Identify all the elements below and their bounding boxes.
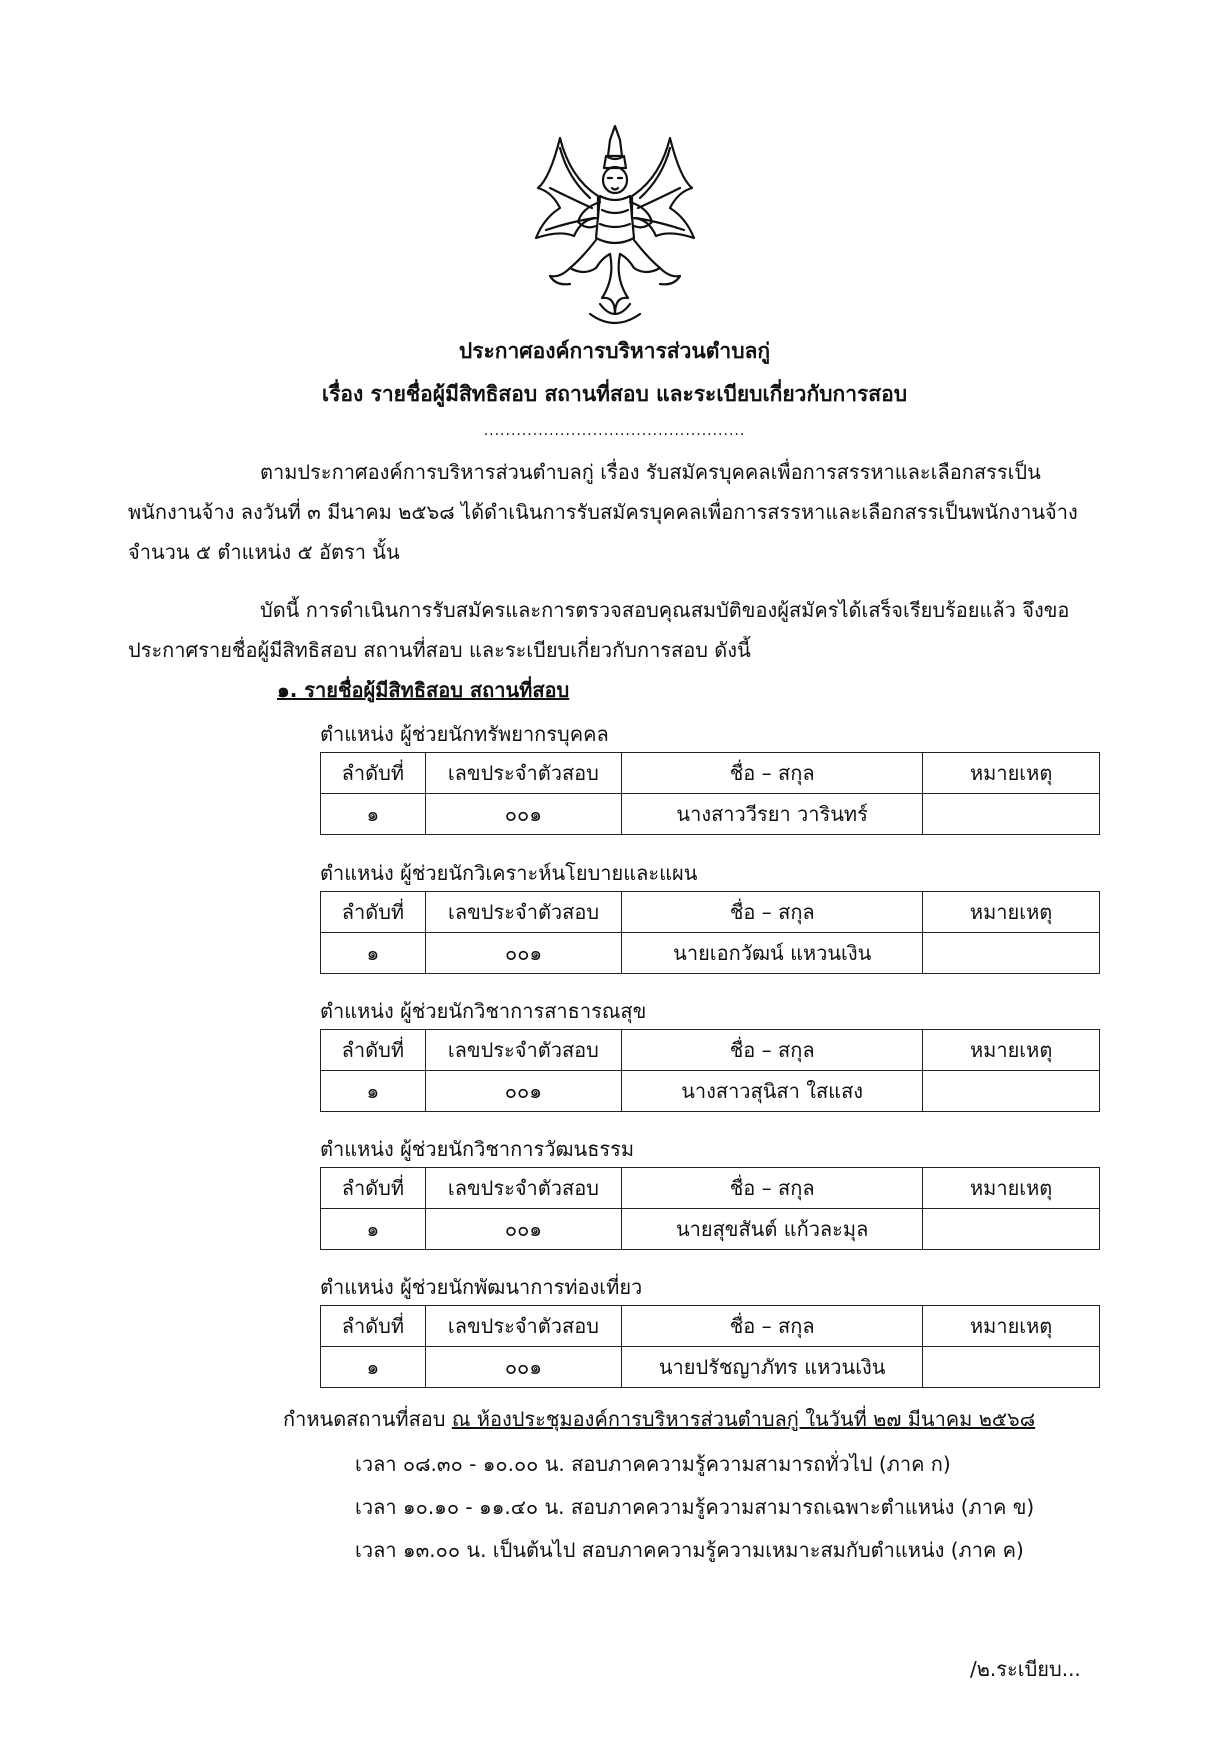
cell-name: นายปรัชญาภัทร แหวนเงิน bbox=[622, 1347, 923, 1388]
cell-remark bbox=[923, 1209, 1100, 1250]
schedule-item: เวลา ๑๓.๐๐ น. เป็นต้นไป สอบภาคความรู้ความเหมาะสมกับตำแหน่ง (ภาค ค) bbox=[355, 1538, 1024, 1562]
position-title: ตำแหน่ง ผู้ช่วยนักพัฒนาการท่องเที่ยว bbox=[320, 1275, 643, 1299]
header-remark: หมายเหตุ bbox=[923, 1168, 1100, 1209]
header-name: ชื่อ – สกุล bbox=[621, 753, 922, 794]
cell-exam-id: ๐๐๑ bbox=[425, 1071, 621, 1112]
table-row bbox=[321, 1347, 1100, 1388]
cell-order: ๑ bbox=[321, 1071, 426, 1112]
position-title: ตำแหน่ง ผู้ช่วยนักวิชาการสาธารณสุข bbox=[320, 999, 647, 1023]
cell-remark bbox=[923, 933, 1100, 974]
cell-exam-id: ๐๐๑ bbox=[425, 794, 621, 835]
table-row bbox=[321, 1209, 1100, 1250]
table-header-row bbox=[321, 753, 1100, 794]
candidate-table bbox=[320, 891, 1100, 974]
cell-exam-id: ๐๐๑ bbox=[425, 1209, 621, 1250]
cell-remark bbox=[923, 1071, 1100, 1112]
cell-order: ๑ bbox=[321, 1347, 426, 1388]
position-section bbox=[320, 1131, 1100, 1250]
intro-paragraph: ตามประกาศองค์การบริหารส่วนตำบลกู่ เรื่อง รับสมัครบุคคลเพื่อการสรรหาและเลือกสรรเป็นพนักงานจ้าง ลงวันที่ ๓ มีนาคม ๒๕๖๘ ได้ดำเนินการรับสมัครบุคคลเพื่อการสรรหาและเลือกสรรเป็นพนักงานจ้าง จำนวน ๕ ตำแหน่ง ๕ อัตรา นั้น bbox=[128, 460, 1078, 564]
table-row bbox=[321, 933, 1100, 974]
cell-exam-id: ๐๐๑ bbox=[425, 933, 622, 974]
candidate-table bbox=[320, 1305, 1100, 1388]
header-name: ชื่อ – สกุล bbox=[622, 1168, 923, 1209]
header-exam-id: เลขประจำตัวสอบ bbox=[425, 753, 621, 794]
cell-remark bbox=[923, 794, 1100, 835]
cell-name: นายเอกวัฒน์ แหวนเงิน bbox=[622, 933, 923, 974]
position-title: ตำแหน่ง ผู้ช่วยนักวิเคราะห์นโยบายและแผน bbox=[320, 861, 698, 885]
header-remark: หมายเหตุ bbox=[923, 1030, 1100, 1071]
cell-name: นางสาวสุนิสา ใสแสง bbox=[621, 1071, 922, 1112]
header-name: ชื่อ – สกุล bbox=[622, 1306, 923, 1347]
header-exam-id: เลขประจำตัวสอบ bbox=[425, 1168, 621, 1209]
header-remark: หมายเหตุ bbox=[923, 1306, 1100, 1347]
table-row bbox=[321, 1071, 1100, 1112]
section-heading: ๑. รายชื่อผู้มีสิทธิสอบ สถานที่สอบ bbox=[277, 678, 570, 702]
table-header-row bbox=[321, 892, 1100, 933]
cell-order: ๑ bbox=[321, 1209, 426, 1250]
cell-remark bbox=[923, 1347, 1100, 1388]
title-separator: ................................................ bbox=[483, 423, 746, 439]
header-order: ลำดับที่ bbox=[321, 753, 426, 794]
position-section bbox=[320, 993, 1100, 1112]
exam-venue bbox=[283, 1403, 1035, 1435]
venue-label: กำหนดสถานที่สอบ bbox=[283, 1407, 452, 1431]
header-exam-id: เลขประจำตัวสอบ bbox=[425, 892, 622, 933]
position-section bbox=[320, 716, 1100, 835]
candidate-table bbox=[320, 1029, 1100, 1112]
header-exam-id: เลขประจำตัวสอบ bbox=[425, 1306, 621, 1347]
header-order: ลำดับที่ bbox=[321, 1168, 426, 1209]
table-header-row bbox=[321, 1030, 1100, 1071]
schedule-item: เวลา ๐๘.๓๐ - ๑๐.๐๐ น. สอบภาคความรู้ความสามารถทั่วไป (ภาค ก) bbox=[355, 1452, 951, 1476]
cell-name: นางสาววีรยา วารินทร์ bbox=[621, 794, 922, 835]
cell-name: นายสุขสันต์ แก้วละมุล bbox=[622, 1209, 923, 1250]
header-exam-id: เลขประจำตัวสอบ bbox=[425, 1030, 621, 1071]
position-section bbox=[320, 1269, 1100, 1388]
schedule-item: เวลา ๑๐.๑๐ - ๑๑.๔๐ น. สอบภาคความรู้ความสามารถเฉพาะตำแหน่ง (ภาค ข) bbox=[355, 1495, 1035, 1519]
header-order: ลำดับที่ bbox=[321, 892, 426, 933]
cell-order: ๑ bbox=[321, 933, 426, 974]
header-name: ชื่อ – สกุล bbox=[621, 1030, 922, 1071]
cell-order: ๑ bbox=[321, 794, 426, 835]
table-row bbox=[321, 794, 1100, 835]
header-order: ลำดับที่ bbox=[321, 1306, 426, 1347]
venue-place: ณ ห้องประชุมองค์การบริหารส่วนตำบลกู่ ในวันที่ ๒๗ มีนาคม ๒๕๖๘ bbox=[451, 1407, 1036, 1431]
table-header-row bbox=[321, 1168, 1100, 1209]
position-section bbox=[320, 855, 1100, 974]
candidate-table bbox=[320, 1167, 1100, 1250]
position-title: ตำแหน่ง ผู้ช่วยนักวิชาการวัฒนธรรม bbox=[320, 1137, 635, 1161]
document-title: ประกาศองค์การบริหารส่วนตำบลกู่ bbox=[458, 339, 771, 363]
header-order: ลำดับที่ bbox=[321, 1030, 426, 1071]
header-remark: หมายเหตุ bbox=[923, 753, 1100, 794]
table-header-row bbox=[321, 1306, 1100, 1347]
announcement-paragraph: บัดนี้ การดำเนินการรับสมัครและการตรวจสอบคุณสมบัติของผู้สมัครได้เสร็จเรียบร้อยแล้ว จึงขอประกาศรายชื่อผู้มีสิทธิสอบ สถานที่สอบ และระเบียบเกี่ยวกับการสอบ ดังนี้ bbox=[128, 598, 1070, 662]
candidate-table bbox=[320, 752, 1100, 835]
cell-exam-id: ๐๐๑ bbox=[425, 1347, 621, 1388]
document-subject: เรื่อง รายชื่อผู้มีสิทธิสอบ สถานที่สอบ และระเบียบเกี่ยวกับการสอบ bbox=[321, 382, 908, 406]
page-continuation: /๒.ระเบียบ... bbox=[970, 1657, 1081, 1681]
position-title: ตำแหน่ง ผู้ช่วยนักทรัพยากรบุคคล bbox=[320, 722, 609, 746]
header-remark: หมายเหตุ bbox=[923, 892, 1100, 933]
garuda-emblem-icon bbox=[530, 118, 700, 330]
header-name: ชื่อ – สกุล bbox=[622, 892, 923, 933]
